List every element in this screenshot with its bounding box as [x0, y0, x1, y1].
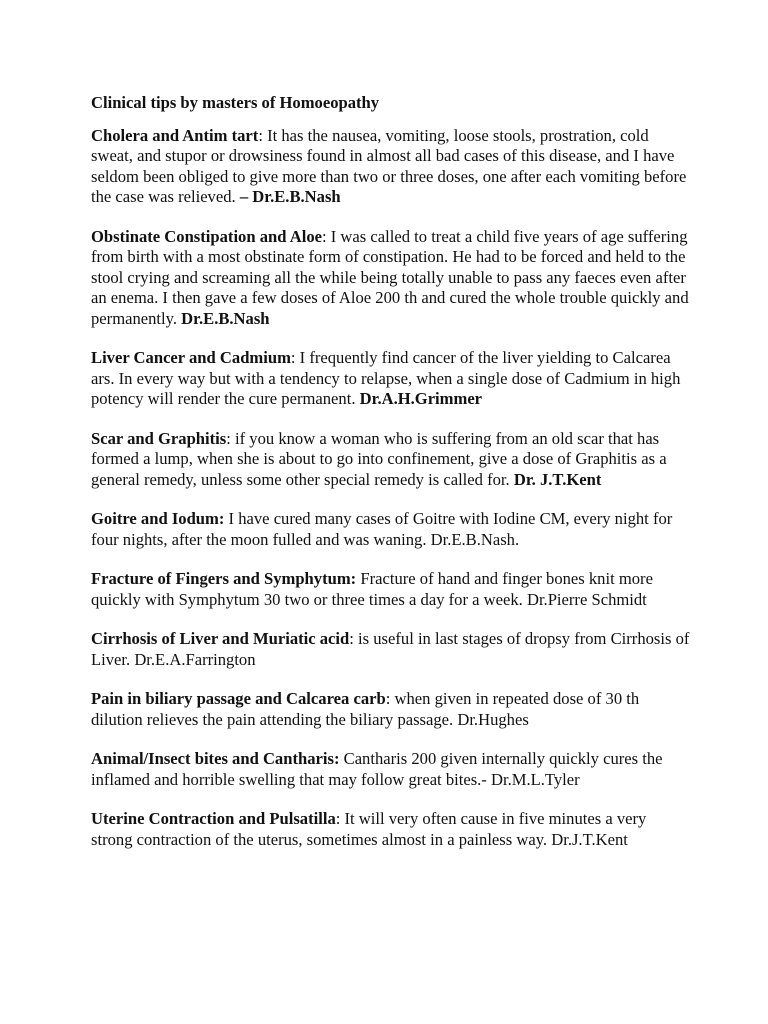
tip-liver-cancer-cadmium	[91, 348, 691, 410]
tip-biliary-calcarea-carb	[91, 689, 691, 730]
tip-separator: :	[385, 689, 395, 708]
tip-body: is useful in last stages of dropsy from Cirrhosis of Liver. Dr.E.A.Farrington	[91, 629, 690, 669]
tip-constipation-aloe	[91, 227, 691, 330]
tip-body: if you know a woman who is suffering from an old scar that has formed a lump, when she is about to go into confinement, give a dose of Graphitis as a general remedy, unless some other special remedy is called for.	[91, 428, 667, 489]
tip-heading: Uterine Contraction and Pulsatilla	[91, 809, 336, 828]
tip-body: I have cured many cases of Goitre with Iodine CM, every night for four nights, after the moon fulled and was waning. Dr.E.B.Nash.	[91, 509, 673, 549]
document-title: Clinical tips by masters of Homoeopathy	[91, 93, 380, 112]
tip-bites-cantharis	[91, 749, 691, 790]
tip-author: – Dr.E.B.Nash	[239, 187, 341, 206]
tip-body: It will very often cause in five minutes a very strong contraction of the uterus, sometimes almost in a painless way. Dr.J.T.Kent	[91, 809, 647, 849]
document-page	[91, 93, 691, 869]
tip-heading: Scar and Graphitis	[91, 428, 227, 448]
tip-scar-graphitis	[91, 429, 691, 491]
tip-heading: Cholera and Antim tart	[91, 125, 259, 145]
tip-uterine-pulsatilla	[91, 809, 691, 850]
tip-body: Fracture of hand and finger bones knit more quickly with Symphytum 30 two or three times a day for a week. Dr.Pierre Schmidt	[91, 569, 653, 609]
tip-body: when given in repeated dose of 30 th dilution relieves the pain attending the biliary passage. Dr.Hughes	[91, 689, 640, 729]
tip-body: I frequently find cancer of the liver yielding to Calcarea ars. In every way but with a tendency to relapse, when a single dose of Cadmium in high potency will render the cure permanent.	[91, 348, 681, 408]
tip-separator: :	[321, 226, 331, 246]
tip-body: It has the nausea, vomiting, loose stools, prostration, cold sweat, and stupor or drowsiness found in almost all bad cases of this disease, and I have seldom been obliged to give more than two or three doses, one after each vomiting before the case was relieved.	[91, 125, 687, 206]
tip-goitre-iodum	[91, 509, 691, 550]
tip-cirrhosis-muriatic-acid	[91, 629, 691, 670]
tip-cholera-antim-tart	[91, 126, 691, 208]
tip-fracture-symphytum	[91, 569, 691, 610]
tip-separator: :	[226, 428, 236, 448]
tip-heading: Pain in biliary passage and Calcarea carb	[91, 689, 386, 708]
tip-heading: Fracture of Fingers and Symphytum:	[91, 569, 357, 588]
tip-body: Cantharis 200 given internally quickly cures the inflamed and horrible swelling that may follow great bites.- Dr.M.L.Tyler	[91, 749, 663, 789]
tip-author: Dr. J.T.Kent	[513, 469, 602, 489]
tip-body: I was called to treat a child five years of age suffering from birth with a most obstinate form of constipation. He had to be forced and held to the stool crying and screaming all the while being totally unable to pass any faeces even after an enema. I then gave a few doses of Aloe 200 th and cured the whole trouble quickly and permanently.	[91, 226, 689, 328]
tip-author: Dr.A.H.Grimmer	[359, 389, 483, 408]
tip-separator: :	[335, 809, 345, 828]
tip-heading: Liver Cancer and Cadmium	[91, 348, 291, 367]
tip-heading: Goitre and Iodum:	[91, 509, 225, 528]
tip-separator: :	[349, 629, 359, 648]
tip-separator: :	[258, 125, 268, 145]
tip-heading: Cirrhosis of Liver and Muriatic acid	[91, 629, 350, 648]
tip-heading: Obstinate Constipation and Aloe	[91, 226, 322, 246]
tip-author: Dr.E.B.Nash	[181, 308, 270, 328]
tip-separator: :	[290, 348, 300, 367]
tip-heading: Animal/Insect bites and Cantharis:	[91, 749, 340, 768]
